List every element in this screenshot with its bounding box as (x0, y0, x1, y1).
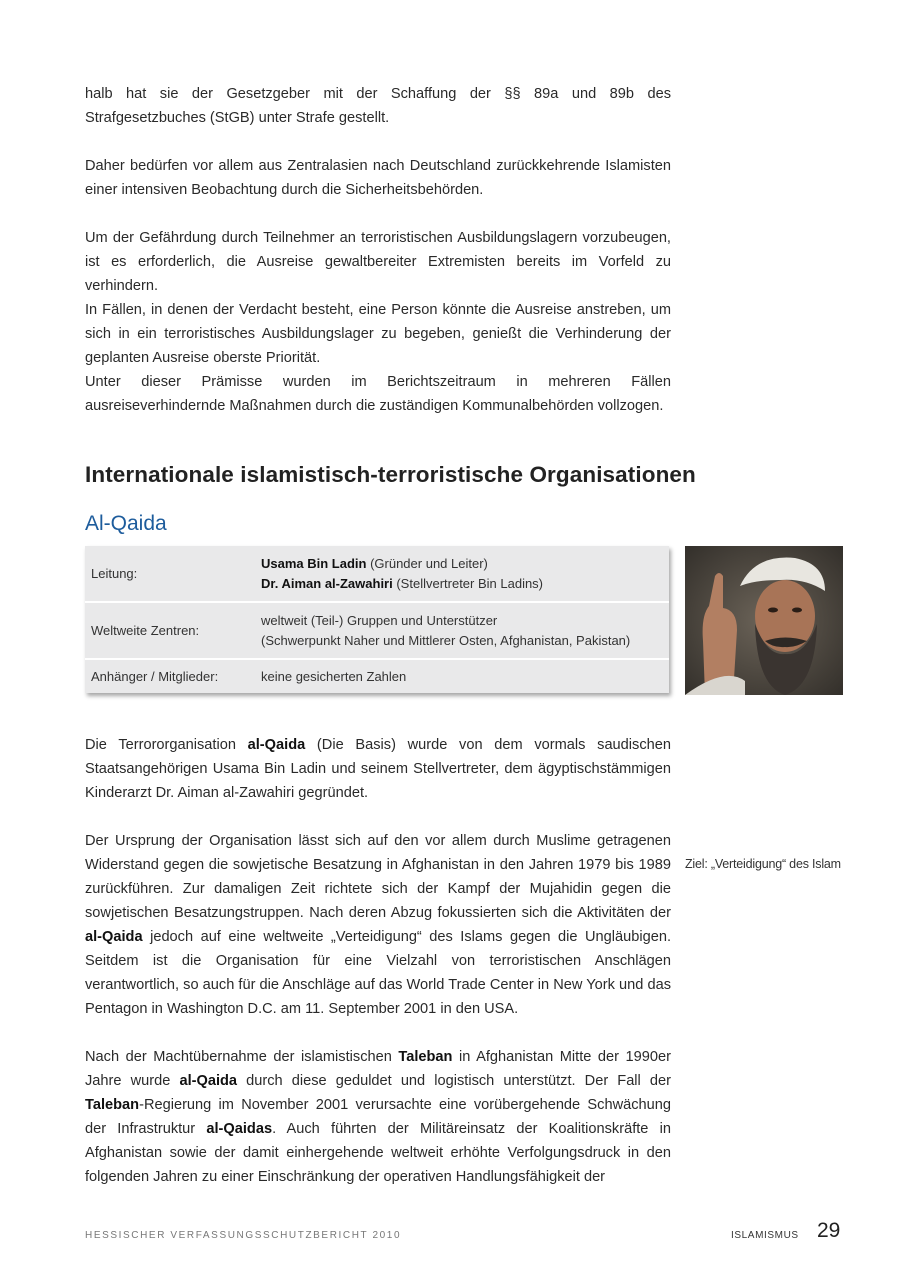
intro-text (85, 82, 671, 418)
leader-name: Dr. Aiman al-Zawahiri (261, 575, 393, 591)
row-label: Weltweite Zentren: (91, 623, 200, 638)
row-value: keine gesicherten Zahlen (261, 668, 407, 684)
organization-heading: Al-Qaida (85, 512, 167, 535)
paragraph: Um der Gefährdung durch Teilnehmer an terroristischen Ausbildungslagern vorzubeugen, ist es erforderlich, die Ausreise gewaltbereiter Extremisten bereits im Vorfeld zu verhindern. (85, 230, 671, 294)
body-text (85, 733, 671, 1189)
paragraph: In Fällen, in denen der Verdacht besteht, eine Person könnte die Ausreise anstreben, um sich in ein terroristisches Ausbildungslager zu begeben, genießt die Verhinderung der geplanten Ausreise oberste Priorität. (85, 302, 671, 366)
portrait-illustration (685, 546, 843, 695)
row-label: Leitung: (91, 566, 138, 581)
page-number: 29 (817, 1219, 841, 1242)
leader-name: Usama Bin Ladin (261, 555, 367, 571)
footer-section-label: ISLAMISMUS (731, 1230, 799, 1241)
paragraph: Daher bedürfen vor allem aus Zentralasien nach Deutschland zurückkehrende Islamisten einer intensiven Beobachtung durch die Sicherheitsbehörden. (85, 158, 671, 198)
footer-publication: HESSISCHER VERFASSUNGSSCHUTZBERICHT 2010 (85, 1230, 402, 1241)
row-value: Usama Bin Ladin (Gründer und Leiter) Dr. Aiman al-Zawahiri (Stellvertreter Bin Ladins) (261, 555, 544, 591)
table-row (85, 660, 669, 693)
section-heading: Internationale islamistisch-terroristische Organisationen (85, 462, 696, 487)
portrait-photo (685, 546, 843, 695)
table-row (85, 546, 669, 603)
paragraph: Unter dieser Prämisse wurden im Berichtszeitraum in mehreren Fällen ausreiseverhindernde Maßnahmen durch die zuständigen Kommunalbehörden vollzogen. (85, 374, 671, 414)
paragraph: halb hat sie der Gesetzgeber mit der Schaffung der §§ 89a und 89b des Strafgesetzbuches (StGB) unter Strafe gestellt. (85, 86, 671, 126)
organization-info-table (85, 546, 669, 693)
row-label: Anhänger / Mitglieder: (91, 669, 219, 684)
row-value: weltweit (Teil-) Gruppen und Unterstützer (Schwerpunkt Naher und Mittlerer Osten, Afghanistan, Pakistan) (261, 612, 631, 648)
paragraph: Nach der Machtübernahme der islamistischen Taleban in Afghanistan Mitte der 1990er Jahre wurde al-Qaida durch diese geduldet und logistisch unterstützt. Der Fall der Taleban-Regierung im November 2001 verursachte eine vorübergehende Schwächung der Infrastruktur al-Qaidas. Auch führten der Militäreinsatz der Koalitionskräfte in Afghanistan sowie der damit einhergehende weltweit erhöhte Verfolgungsdruck in den folgenden Jahren zu einer Einschränkung der operativen Handlungsfähigkeit der (85, 1049, 671, 1185)
paragraph: Die Terrororganisation al-Qaida (Die Basis) wurde von dem vormals saudischen Staatsangehörigen Usama Bin Ladin und seinem Stellvertreter, dem ägyptischstämmigen Kinderarzt Dr. Aiman al-Zawahiri gegründet. (85, 737, 671, 801)
margin-note: Ziel: „Verteidigung“ des Islam (685, 857, 841, 871)
paragraph: Der Ursprung der Organisation lässt sich auf den vor allem durch Muslime getragenen Widerstand gegen die sowjetische Besatzung in Afghanistan in den Jahren 1979 bis 1989 zurückführen. Zur damaligen Zeit richtete sich der Kampf der Mujahidin gegen die sowjetischen Besatzungstruppen. Nach deren Abzug fokussierten sich die Aktivitäten der al-Qaida jedoch auf eine weltweite „Verteidigung“ des Islams gegen die Ungläubigen. Seitdem ist die Organisation für eine Vielzahl von terroristischen Anschlägen verantwortlich, so auch für die Anschläge auf das World Trade Center in New York und das Pentagon in Washington D.C. am 11. September 2001 in den USA. (85, 833, 671, 1017)
table-row (85, 603, 669, 660)
